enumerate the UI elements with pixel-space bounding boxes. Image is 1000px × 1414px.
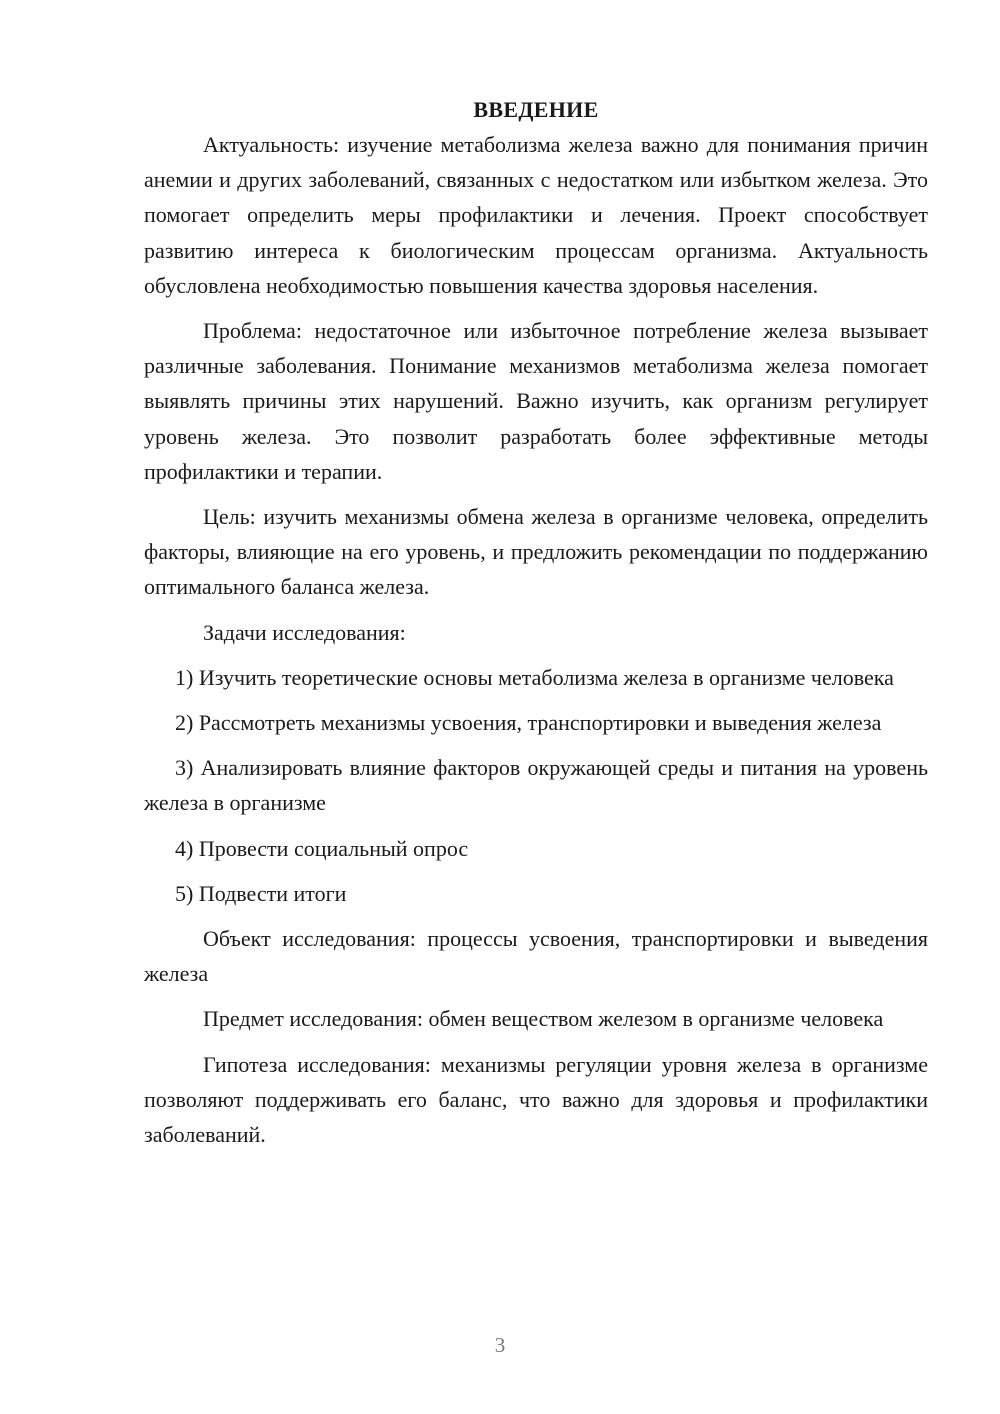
- task-item-3: 3) Анализировать влияние факторов окружающей среды и питания на уровень железа в организме: [144, 755, 928, 816]
- paragraph-hypothesis: Гипотеза исследования: механизмы регуляции уровня железа в организме позволяют поддерживать его баланс, что важно для здоровья и профилактики заболеваний.: [144, 1051, 928, 1148]
- task-item-5: 5) Подвести итоги: [175, 880, 347, 906]
- task-item-2: 2) Рассмотреть механизмы усвоения, транспортировки и выведения железа: [175, 710, 882, 736]
- paragraph-subject: Предмет исследования: обмен веществом железом в организме человека: [203, 1006, 884, 1032]
- paragraph-problem: Проблема: недостаточное или избыточное потребление железа вызывает различные заболевания. Понимание механизмов метаболизма железа помогает выявлять причины этих нарушений. Важно изучить, как организм регулирует уровень железа. Это позволит разработать более эффективные методы профилактики и терапии.: [144, 318, 928, 484]
- page-number: 3: [494, 1333, 506, 1357]
- paragraph-goal: Цель: изучить механизмы обмена железа в организме человека, определить факторы, влияющие на его уровень, и предложить рекомендации по поддержанию оптимального баланса железа.: [144, 504, 928, 600]
- document-page: [144, 92, 928, 1152]
- page-title: ВВЕДЕНИЕ: [473, 97, 599, 122]
- paragraph-relevance: Актуальность: изучение метаболизма железа важно для понимания причин анемии и других заболеваний, связанных с недостатком или избытком железа. Это помогает определить меры профилактики и лечения. Проект способствует развитию интереса к биологическим процессам организма. Актуальность обусловлена необходимостью повышения качества здоровья населения.: [144, 132, 928, 298]
- task-item-4: 4) Провести социальный опрос: [175, 835, 469, 861]
- task-item-1: 1) Изучить теоретические основы метаболизма железа в организме человека: [175, 664, 894, 690]
- paragraph-object: Объект исследования: процессы усвоения, транспортировки и выведения железа: [144, 926, 928, 987]
- tasks-heading: Задачи исследования:: [203, 619, 406, 645]
